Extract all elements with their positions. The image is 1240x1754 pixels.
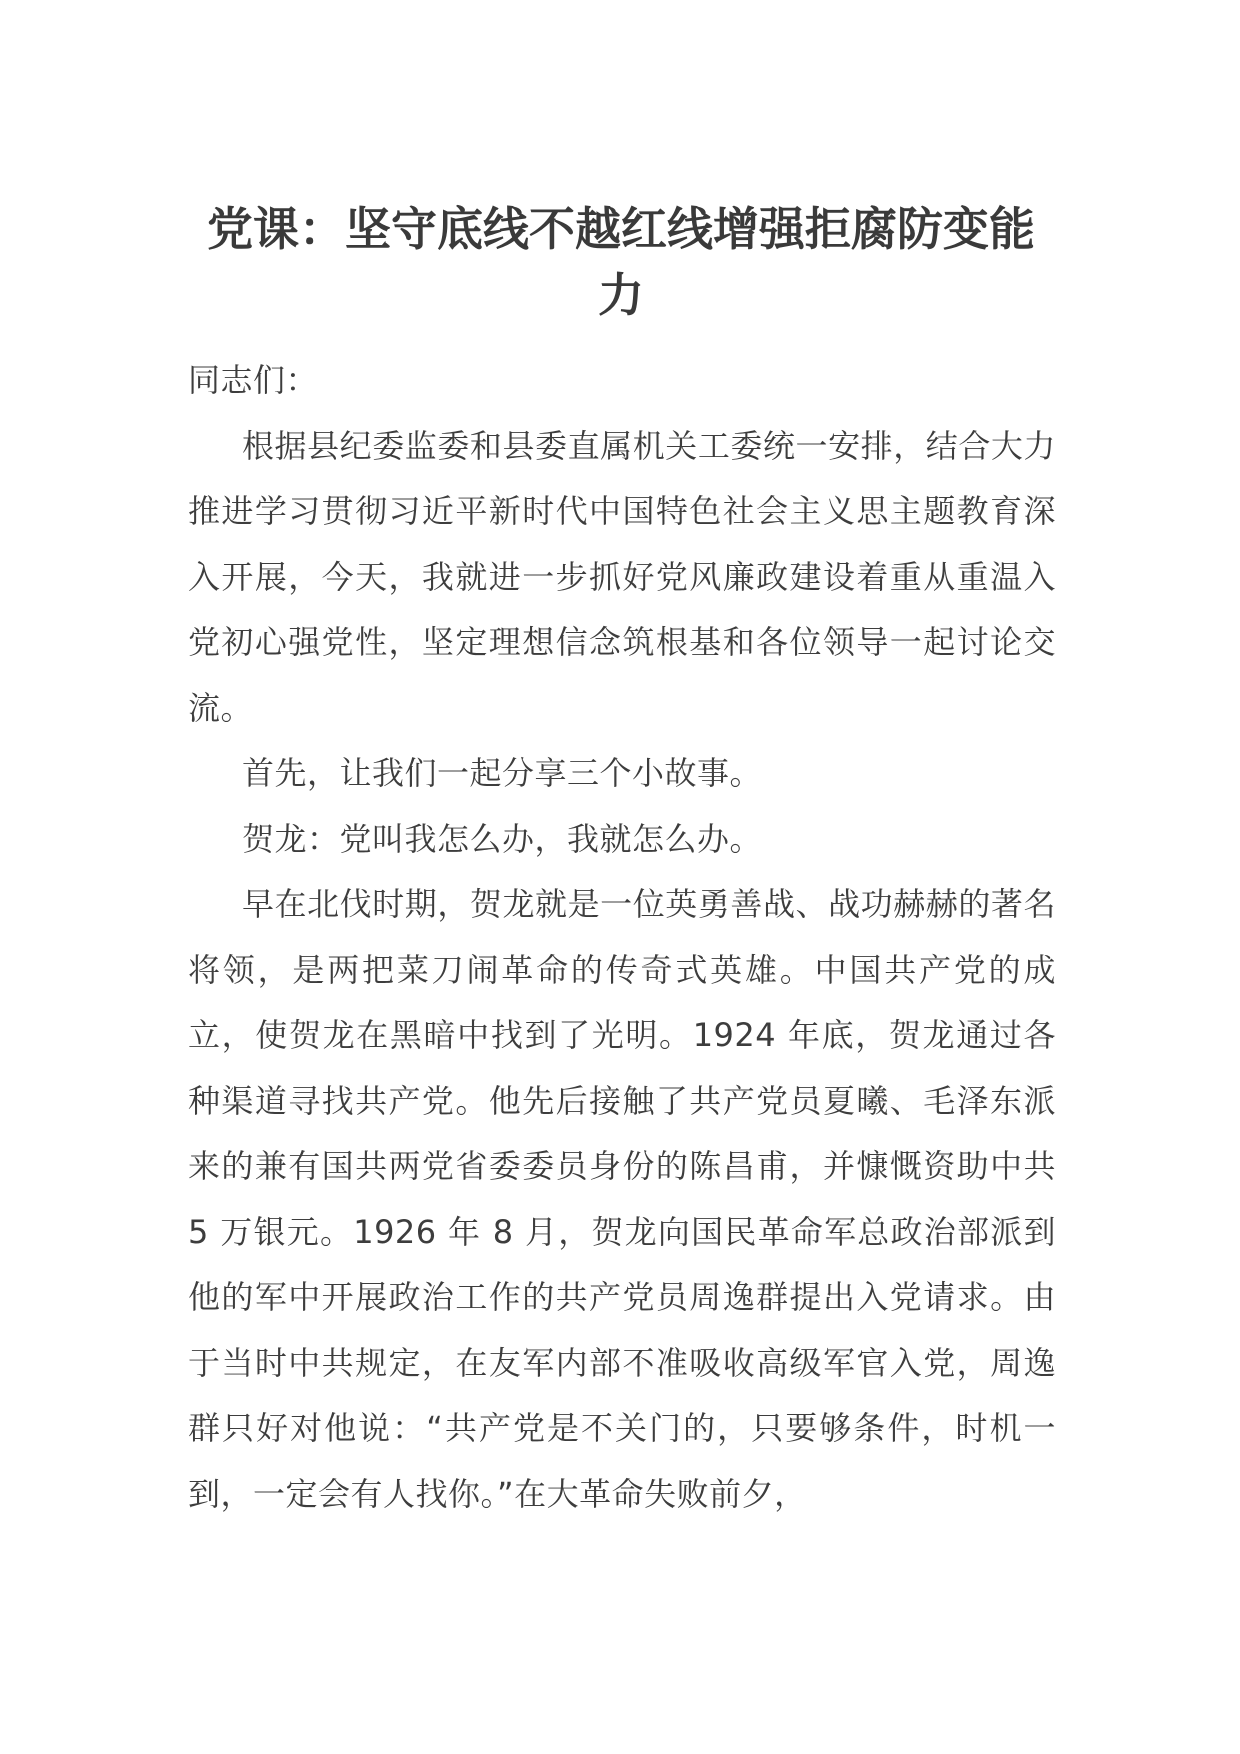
stories-intro-paragraph: 首先，让我们一起分享三个小故事。 bbox=[242, 754, 763, 792]
story-body-paragraph: 早在北伐时期，贺龙就是一位英勇善战、战功赫赫的著名将领，是两把菜刀闹革命的传奇式英雄。中国共产党的成立，使贺龙在黑暗中找到了光明。1924 年底，贺龙通过各种渠道寻找共产党。他先后接触了共产党员夏曦、毛泽东派来的兼有国共两党省委委员身份的陈昌甫，并慷慨资助中共 5 万银元。1926 年 8 月，贺龙向国民革命军总政治部派到他的军中开展政治工作的共产党员周逸群提出入党请求。由于当时中共规定，在友军内部不准吸收高级军官入党，周逸群只好对他说：“共产党是不关门的，只要够条件，时机一到，一定会有人找你。”在大革命失败前夕， bbox=[188, 885, 1056, 1513]
document-title: 党课：坚守底线不越红线增强拒腐防变能力 bbox=[207, 202, 1035, 322]
document-body bbox=[188, 348, 1056, 1527]
story-heading-paragraph: 贺龙：党叫我怎么办，我就怎么办。 bbox=[242, 819, 763, 858]
intro-paragraph: 根据县纪委监委和县委直属机关工委统一安排，结合大力推进学习贯彻习近平新时代中国特色社会主义思主题教育深入开展，今天，我就进一步抓好党风廉政建设着重从重温入党初心强党性，坚定理想信念筑根基和各位领导一起讨论交流。 bbox=[188, 426, 1056, 727]
salutation-paragraph: 同志们： bbox=[188, 361, 319, 399]
